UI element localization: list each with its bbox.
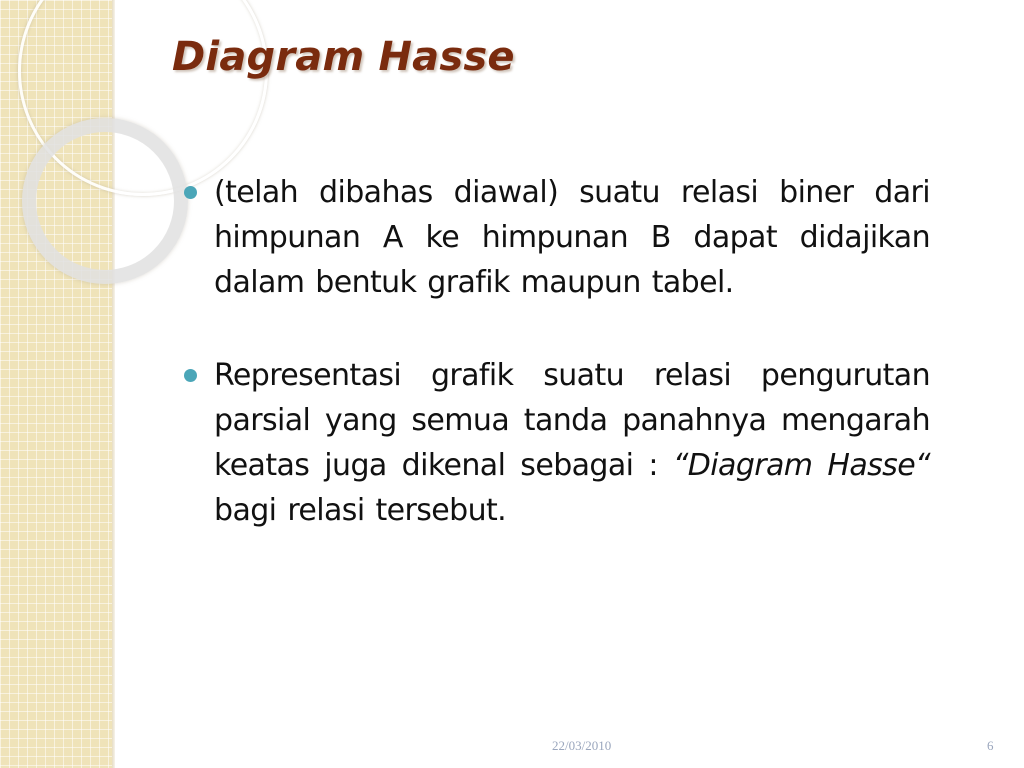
bullet-dot-icon xyxy=(184,186,197,199)
bullet-item-1 xyxy=(184,170,930,305)
bullet-text-2-after: bagi relasi tersebut. xyxy=(214,493,507,528)
bullet-text-2 xyxy=(214,353,930,533)
footer-page-number: 6 xyxy=(987,738,994,753)
slide-title: Diagram Hasse xyxy=(172,34,515,80)
bullet-dot-icon xyxy=(184,369,197,382)
bullet-text-2-emphasis: “Diagram Hasse“ xyxy=(672,448,930,483)
decorative-ring-small xyxy=(22,118,188,284)
bullet-list xyxy=(184,170,930,581)
bullet-text-1: (telah dibahas diawal) suatu relasi biner dari himpunan A ke himpunan B dapat didajikan dalam bentuk grafik maupun tabel. xyxy=(214,175,930,300)
footer-date: 22/03/2010 xyxy=(552,738,612,753)
bullet-text-2-before: Representasi grafik suatu relasi pengurutan parsial yang semua tanda panahnya mengarah keatas juga dikenal sebagai : xyxy=(214,358,930,483)
bullet-item-2 xyxy=(184,353,930,533)
